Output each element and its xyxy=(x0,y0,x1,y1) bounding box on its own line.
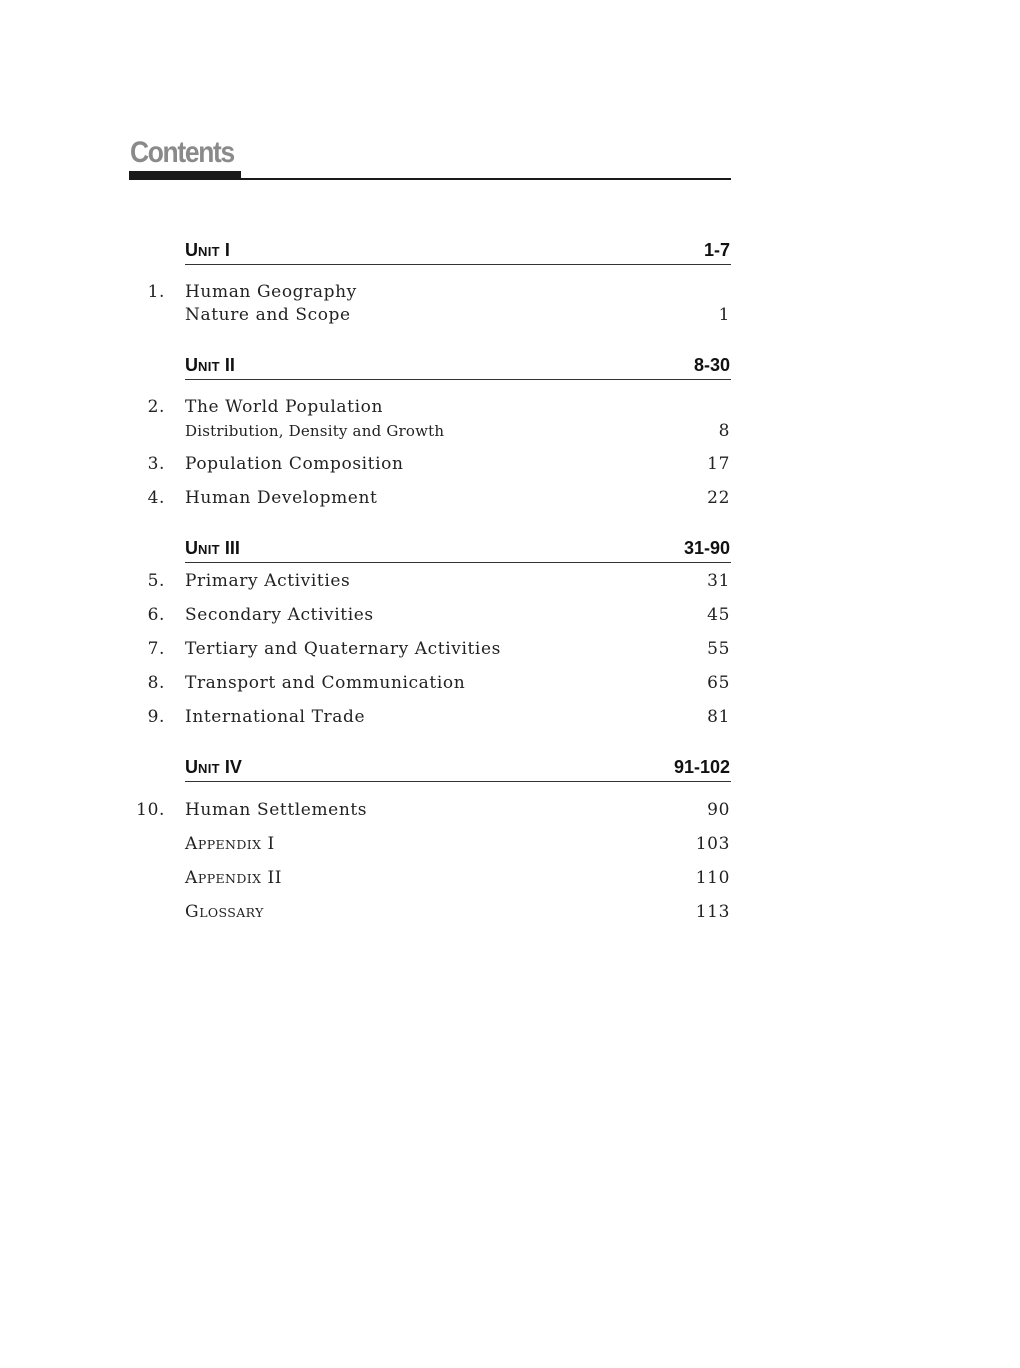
chapter-number: 3. xyxy=(147,454,165,474)
unit-label: UNIT III xyxy=(185,538,240,558)
toc-entry-1[interactable] xyxy=(0,282,731,306)
chapter-number: 2. xyxy=(147,397,165,417)
toc-entry-7[interactable] xyxy=(0,639,731,663)
chapter-subtitle: Nature and Scope xyxy=(185,305,351,325)
toc-entry-10[interactable] xyxy=(0,800,731,824)
chapter-title: Primary Activities xyxy=(185,571,351,591)
page-number: 1 xyxy=(718,305,730,325)
chapter-title: Human Geography xyxy=(185,282,357,302)
chapter-subtitle: Distribution, Density and Growth xyxy=(185,422,445,440)
unit-label: UNIT IV xyxy=(185,757,242,777)
toc-entry-appendix-2[interactable] xyxy=(0,868,731,892)
chapter-title: Human Development xyxy=(185,488,378,508)
unit-page-range: 8-30 xyxy=(693,355,730,375)
toc-entry-4[interactable] xyxy=(0,488,731,512)
page-number: 81 xyxy=(707,707,730,727)
page-number: 65 xyxy=(707,673,730,693)
toc-entry-2[interactable] xyxy=(0,397,731,421)
page-number: 103 xyxy=(695,834,730,854)
toc-entry-glossary[interactable] xyxy=(0,902,731,926)
toc-entry-9[interactable] xyxy=(0,707,731,731)
unit-page-range: 1-7 xyxy=(703,240,730,260)
chapter-title: The World Population xyxy=(185,397,383,417)
chapter-number: 4. xyxy=(147,488,165,508)
unit-header-1 xyxy=(185,236,731,265)
toc-entry-5[interactable] xyxy=(0,571,731,595)
chapter-title: Tertiary and Quaternary Activities xyxy=(185,639,501,659)
toc-entry-3[interactable] xyxy=(0,454,731,478)
unit-page-range: 91-102 xyxy=(673,757,730,777)
appendix-title: APPENDIX II xyxy=(185,868,283,888)
chapter-number: 9. xyxy=(147,707,165,727)
toc-entry-8[interactable] xyxy=(0,673,731,697)
chapter-number: 6. xyxy=(147,605,165,625)
page-number: 17 xyxy=(707,454,730,474)
chapter-title: Secondary Activities xyxy=(185,605,374,625)
unit-header-4 xyxy=(185,753,731,782)
chapter-title: Transport and Communication xyxy=(185,673,466,693)
page-number: 113 xyxy=(695,902,730,922)
chapter-number: 5. xyxy=(147,571,165,591)
unit-header-3 xyxy=(185,534,731,563)
page-number: 22 xyxy=(707,488,730,508)
chapter-title: International Trade xyxy=(185,707,366,727)
toc-entry-appendix-1[interactable] xyxy=(0,834,731,858)
chapter-number: 1. xyxy=(147,282,165,302)
glossary-title: GLOSSARY xyxy=(185,902,264,922)
page-title: Contents xyxy=(130,136,234,169)
chapter-number: 7. xyxy=(147,639,165,659)
toc-entry-6[interactable] xyxy=(0,605,731,629)
page-number: 45 xyxy=(707,605,730,625)
page-number: 110 xyxy=(695,868,730,888)
unit-label: UNIT II xyxy=(185,355,235,375)
unit-page-range: 31-90 xyxy=(683,538,730,558)
title-rule xyxy=(129,178,731,180)
chapter-title: Population Composition xyxy=(185,454,404,474)
page-number: 8 xyxy=(718,421,730,441)
chapter-number: 10. xyxy=(136,800,165,820)
unit-header-2 xyxy=(185,351,731,380)
page-number: 55 xyxy=(707,639,730,659)
unit-label: UNIT I xyxy=(185,240,230,260)
chapter-number: 8. xyxy=(147,673,165,693)
toc-entry-2-subtitle xyxy=(0,421,731,445)
page-number: 31 xyxy=(707,571,730,591)
page-number: 90 xyxy=(707,800,730,820)
chapter-title: Human Settlements xyxy=(185,800,368,820)
toc-entry-1-subtitle xyxy=(0,305,731,329)
appendix-title: APPENDIX I xyxy=(185,834,275,854)
